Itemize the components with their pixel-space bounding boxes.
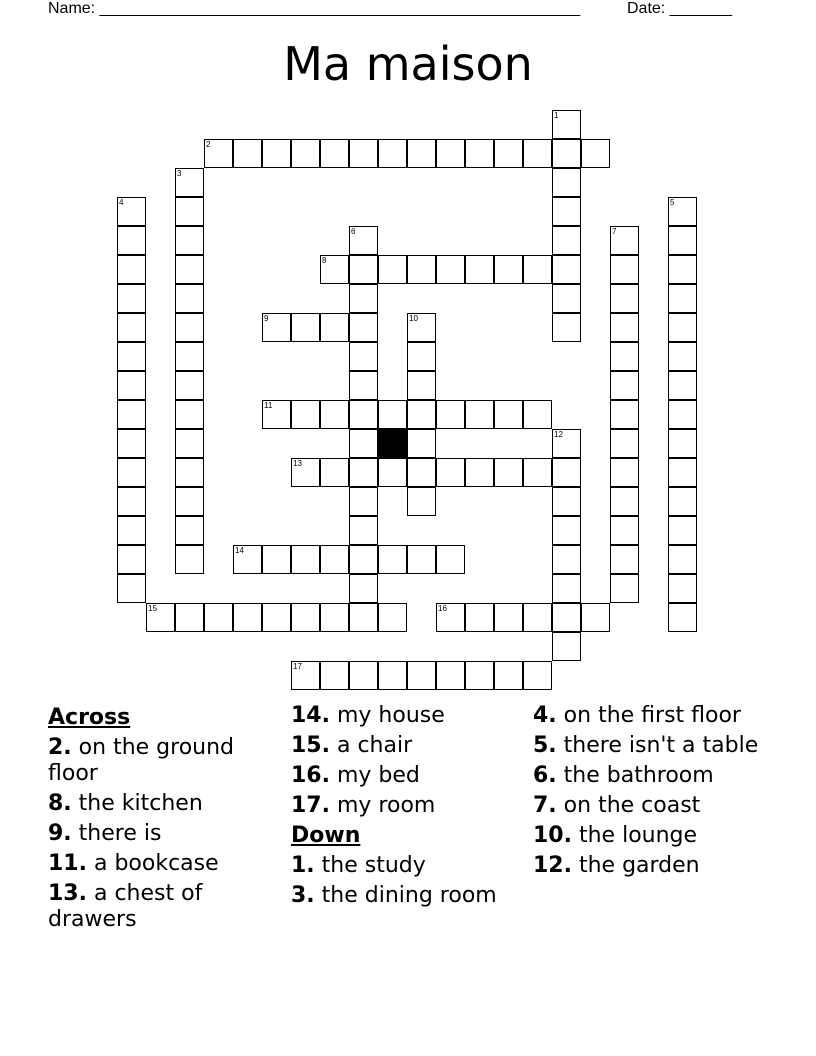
grid-cell[interactable] (465, 139, 494, 168)
clue-number: 12. (533, 853, 572, 878)
grid-cell[interactable] (175, 226, 204, 255)
grid-cell[interactable] (117, 371, 146, 400)
clue-number-label: 17 (293, 662, 302, 671)
clue-number-label: 10 (409, 314, 418, 323)
clue-text: my bed (336, 763, 420, 788)
grid-cell[interactable] (175, 545, 204, 574)
grid-cell[interactable] (523, 255, 552, 284)
grid-cell[interactable] (494, 603, 523, 632)
clue-text: the dining room (321, 883, 497, 908)
clue-text: the bathroom (563, 763, 714, 788)
clue-text: there isn't a table (563, 733, 759, 758)
grid-cell[interactable] (349, 603, 378, 632)
grid-cell[interactable] (552, 487, 581, 516)
grid-cell[interactable] (610, 400, 639, 429)
grid-cell[interactable] (407, 458, 436, 487)
clue-across-11 (48, 851, 273, 877)
grid-cell[interactable] (436, 603, 465, 632)
grid-cell[interactable] (552, 226, 581, 255)
grid-cell[interactable] (349, 429, 378, 458)
grid-cell[interactable] (117, 342, 146, 371)
clue-down-10 (533, 823, 763, 849)
grid-cell[interactable] (262, 603, 291, 632)
grid-cell[interactable] (465, 458, 494, 487)
grid-cell[interactable] (349, 226, 378, 255)
grid-cell[interactable] (668, 284, 697, 313)
clue-number-label: 11 (264, 401, 273, 410)
grid-cell[interactable] (349, 458, 378, 487)
grid-cell[interactable] (407, 342, 436, 371)
grid-cell[interactable] (204, 139, 233, 168)
grid-cell[interactable] (668, 313, 697, 342)
grid-cell[interactable] (407, 313, 436, 342)
clue-text: my house (336, 703, 445, 728)
grid-cell[interactable] (320, 603, 349, 632)
clue-across-9 (48, 821, 273, 847)
grid-cell[interactable] (378, 661, 407, 690)
grid-cell[interactable] (494, 139, 523, 168)
grid-cell[interactable] (349, 255, 378, 284)
grid-cell[interactable] (320, 255, 349, 284)
grid-cell[interactable] (407, 545, 436, 574)
down-heading: Down (291, 823, 361, 848)
grid-cell[interactable] (610, 429, 639, 458)
grid-cell[interactable] (494, 458, 523, 487)
grid-cell[interactable] (552, 574, 581, 603)
grid-cell[interactable] (610, 487, 639, 516)
grid-cell[interactable] (610, 516, 639, 545)
grid-cell[interactable] (233, 603, 262, 632)
grid-cell[interactable] (523, 400, 552, 429)
grid-cell[interactable] (668, 458, 697, 487)
grid-cell[interactable] (436, 400, 465, 429)
grid-cell[interactable] (349, 516, 378, 545)
grid-cell[interactable] (465, 400, 494, 429)
grid-cell[interactable] (378, 545, 407, 574)
grid-cell[interactable] (349, 342, 378, 371)
grid-cell[interactable] (407, 255, 436, 284)
name-field[interactable]: Name: ______________________________________________________ (48, 0, 581, 17)
grid-cell[interactable] (320, 545, 349, 574)
clue-text: the study (321, 853, 426, 878)
clue-number: 8. (48, 791, 72, 816)
clue-number-label: 2 (206, 140, 211, 149)
grid-cell[interactable] (552, 110, 581, 139)
grid-cell[interactable] (349, 313, 378, 342)
clue-number: 16. (291, 763, 330, 788)
grid-cell[interactable] (320, 458, 349, 487)
grid-cell[interactable] (581, 139, 610, 168)
grid-cell[interactable] (262, 400, 291, 429)
grid-cell[interactable] (494, 400, 523, 429)
grid-cell[interactable] (146, 603, 175, 632)
grid-cell[interactable] (523, 139, 552, 168)
clue-number-label: 16 (438, 604, 447, 613)
grid-cell[interactable] (349, 487, 378, 516)
grid-cell[interactable] (668, 487, 697, 516)
grid-cell[interactable] (610, 458, 639, 487)
grid-cell[interactable] (668, 371, 697, 400)
grid-cell[interactable] (552, 284, 581, 313)
grid-cell[interactable] (291, 400, 320, 429)
clue-down-5 (533, 733, 763, 759)
grid-cell[interactable] (407, 371, 436, 400)
grid-cell[interactable] (262, 545, 291, 574)
grid-cell[interactable] (494, 255, 523, 284)
clue-number-label: 7 (612, 227, 617, 236)
clue-number: 11. (48, 851, 87, 876)
grid-cell[interactable] (610, 284, 639, 313)
grid-cell[interactable] (668, 516, 697, 545)
grid-cell[interactable] (465, 255, 494, 284)
grid-cell[interactable] (610, 226, 639, 255)
grid-cell[interactable] (552, 516, 581, 545)
grid-cell[interactable] (378, 255, 407, 284)
clue-number-label: 12 (554, 430, 563, 439)
clue-across-15 (291, 733, 516, 759)
clues-column-2 (291, 703, 516, 913)
clue-text: the garden (578, 853, 700, 878)
grid-cell[interactable] (378, 603, 407, 632)
grid-cell[interactable] (407, 429, 436, 458)
grid-cell[interactable] (204, 603, 233, 632)
clue-number: 6. (533, 763, 557, 788)
grid-cell[interactable] (610, 313, 639, 342)
clue-number: 5. (533, 733, 557, 758)
grid-cell[interactable] (291, 139, 320, 168)
grid-cell[interactable] (668, 545, 697, 574)
grid-cell[interactable] (668, 255, 697, 284)
grid-cell[interactable] (117, 487, 146, 516)
grid-cell[interactable] (581, 603, 610, 632)
grid-cell[interactable] (552, 545, 581, 574)
grid-cell[interactable] (175, 400, 204, 429)
clue-number: 4. (533, 703, 557, 728)
clue-across-14 (291, 703, 516, 729)
clue-text: on the coast (563, 793, 701, 818)
grid-cell[interactable] (117, 313, 146, 342)
grid-cell[interactable] (175, 342, 204, 371)
clue-text: the kitchen (78, 791, 203, 816)
clue-text: on the ground floor (48, 735, 235, 786)
grid-cell[interactable] (320, 661, 349, 690)
clue-text: my room (336, 793, 436, 818)
grid-cell[interactable] (233, 139, 262, 168)
clue-number-label: 8 (322, 256, 327, 265)
clue-number: 3. (291, 883, 315, 908)
grid-cell[interactable] (610, 255, 639, 284)
grid-cell[interactable] (436, 661, 465, 690)
grid-cell[interactable] (349, 371, 378, 400)
grid-cell[interactable] (378, 458, 407, 487)
grid-cell[interactable] (436, 458, 465, 487)
clue-number: 14. (291, 703, 330, 728)
clue-text: a bookcase (93, 851, 219, 876)
black-square (378, 429, 407, 458)
clue-down-6 (533, 763, 763, 789)
grid-cell[interactable] (117, 429, 146, 458)
grid-cell[interactable] (320, 313, 349, 342)
grid-cell[interactable] (552, 197, 581, 226)
grid-cell[interactable] (349, 400, 378, 429)
grid-cell[interactable] (407, 139, 436, 168)
grid-cell[interactable] (552, 139, 581, 168)
clue-across-2 (48, 735, 273, 787)
clue-number-label: 4 (119, 198, 124, 207)
grid-cell[interactable] (668, 603, 697, 632)
grid-cell[interactable] (117, 284, 146, 313)
clue-across-17 (291, 793, 516, 819)
grid-cell[interactable] (175, 197, 204, 226)
clue-text: a chest of drawers (48, 881, 203, 932)
grid-cell[interactable] (175, 516, 204, 545)
grid-cell[interactable] (552, 632, 581, 661)
grid-cell[interactable] (175, 313, 204, 342)
clue-number-label: 15 (148, 604, 157, 613)
date-field[interactable]: Date: _______ (627, 0, 732, 17)
clue-down-1 (291, 853, 516, 879)
clue-text: the lounge (578, 823, 698, 848)
grid-cell[interactable] (407, 400, 436, 429)
grid-cell[interactable] (668, 400, 697, 429)
grid-cell[interactable] (262, 313, 291, 342)
grid-cell[interactable] (175, 284, 204, 313)
grid-cell[interactable] (175, 429, 204, 458)
grid-cell[interactable] (465, 661, 494, 690)
grid-cell[interactable] (291, 458, 320, 487)
grid-cell[interactable] (117, 516, 146, 545)
grid-cell[interactable] (291, 661, 320, 690)
clue-number: 17. (291, 793, 330, 818)
grid-cell[interactable] (552, 603, 581, 632)
grid-cell[interactable] (378, 400, 407, 429)
grid-cell[interactable] (349, 139, 378, 168)
grid-cell[interactable] (610, 342, 639, 371)
clue-text: a chair (336, 733, 413, 758)
grid-cell[interactable] (262, 139, 291, 168)
grid-cell[interactable] (117, 255, 146, 284)
across-heading: Across (48, 705, 131, 730)
grid-cell[interactable] (175, 603, 204, 632)
grid-cell[interactable] (465, 603, 494, 632)
grid-cell[interactable] (436, 255, 465, 284)
grid-cell[interactable] (668, 429, 697, 458)
grid-cell[interactable] (668, 342, 697, 371)
grid-cell[interactable] (523, 603, 552, 632)
clue-number-label: 3 (177, 169, 182, 178)
clue-down-3 (291, 883, 516, 909)
clue-number-label: 14 (235, 546, 244, 555)
grid-cell[interactable] (117, 458, 146, 487)
grid-cell[interactable] (494, 661, 523, 690)
grid-cell[interactable] (117, 545, 146, 574)
page-title: Ma maison (283, 37, 533, 91)
clue-number: 13. (48, 881, 87, 906)
grid-cell[interactable] (407, 661, 436, 690)
grid-cell[interactable] (349, 545, 378, 574)
clues-column-3 (533, 703, 763, 883)
grid-cell[interactable] (552, 255, 581, 284)
clue-down-12 (533, 853, 763, 879)
grid-cell[interactable] (175, 458, 204, 487)
grid-cell[interactable] (552, 313, 581, 342)
grid-cell[interactable] (175, 487, 204, 516)
grid-cell[interactable] (436, 545, 465, 574)
clue-down-7 (533, 793, 763, 819)
clue-number-label: 9 (264, 314, 269, 323)
clue-across-16 (291, 763, 516, 789)
grid-cell[interactable] (523, 661, 552, 690)
grid-cell[interactable] (175, 371, 204, 400)
grid-cell[interactable] (117, 226, 146, 255)
grid-cell[interactable] (610, 545, 639, 574)
clue-text: there is (78, 821, 162, 846)
clue-across-8 (48, 791, 273, 817)
clue-number-label: 1 (554, 111, 559, 120)
grid-cell[interactable] (378, 139, 407, 168)
grid-cell[interactable] (436, 139, 465, 168)
grid-cell[interactable] (523, 458, 552, 487)
clue-number: 9. (48, 821, 72, 846)
grid-cell[interactable] (291, 313, 320, 342)
grid-cell[interactable] (175, 255, 204, 284)
clue-number-label: 6 (351, 227, 356, 236)
grid-cell[interactable] (552, 429, 581, 458)
grid-cell[interactable] (349, 661, 378, 690)
grid-cell[interactable] (668, 226, 697, 255)
clue-number: 15. (291, 733, 330, 758)
clue-across-13 (48, 881, 273, 933)
grid-cell[interactable] (291, 603, 320, 632)
grid-cell[interactable] (117, 400, 146, 429)
clue-number: 1. (291, 853, 315, 878)
grid-cell[interactable] (668, 197, 697, 226)
grid-cell[interactable] (320, 139, 349, 168)
clue-number-label: 13 (293, 459, 302, 468)
grid-cell[interactable] (552, 168, 581, 197)
clue-number: 10. (533, 823, 572, 848)
clue-number: 2. (48, 735, 72, 760)
clue-number-label: 5 (670, 198, 675, 207)
grid-cell[interactable] (552, 458, 581, 487)
clue-number: 7. (533, 793, 557, 818)
clues-column-1 (48, 703, 273, 937)
grid-cell[interactable] (349, 284, 378, 313)
grid-cell[interactable] (291, 545, 320, 574)
grid-cell[interactable] (117, 574, 146, 603)
grid-cell[interactable] (349, 574, 378, 603)
grid-cell[interactable] (668, 574, 697, 603)
grid-cell[interactable] (320, 400, 349, 429)
grid-cell[interactable] (233, 545, 262, 574)
clue-down-4 (533, 703, 763, 729)
clue-text: on the first floor (563, 703, 741, 728)
grid-cell[interactable] (407, 487, 436, 516)
grid-cell[interactable] (117, 197, 146, 226)
grid-cell[interactable] (610, 371, 639, 400)
grid-cell[interactable] (175, 168, 204, 197)
grid-cell[interactable] (610, 574, 639, 603)
